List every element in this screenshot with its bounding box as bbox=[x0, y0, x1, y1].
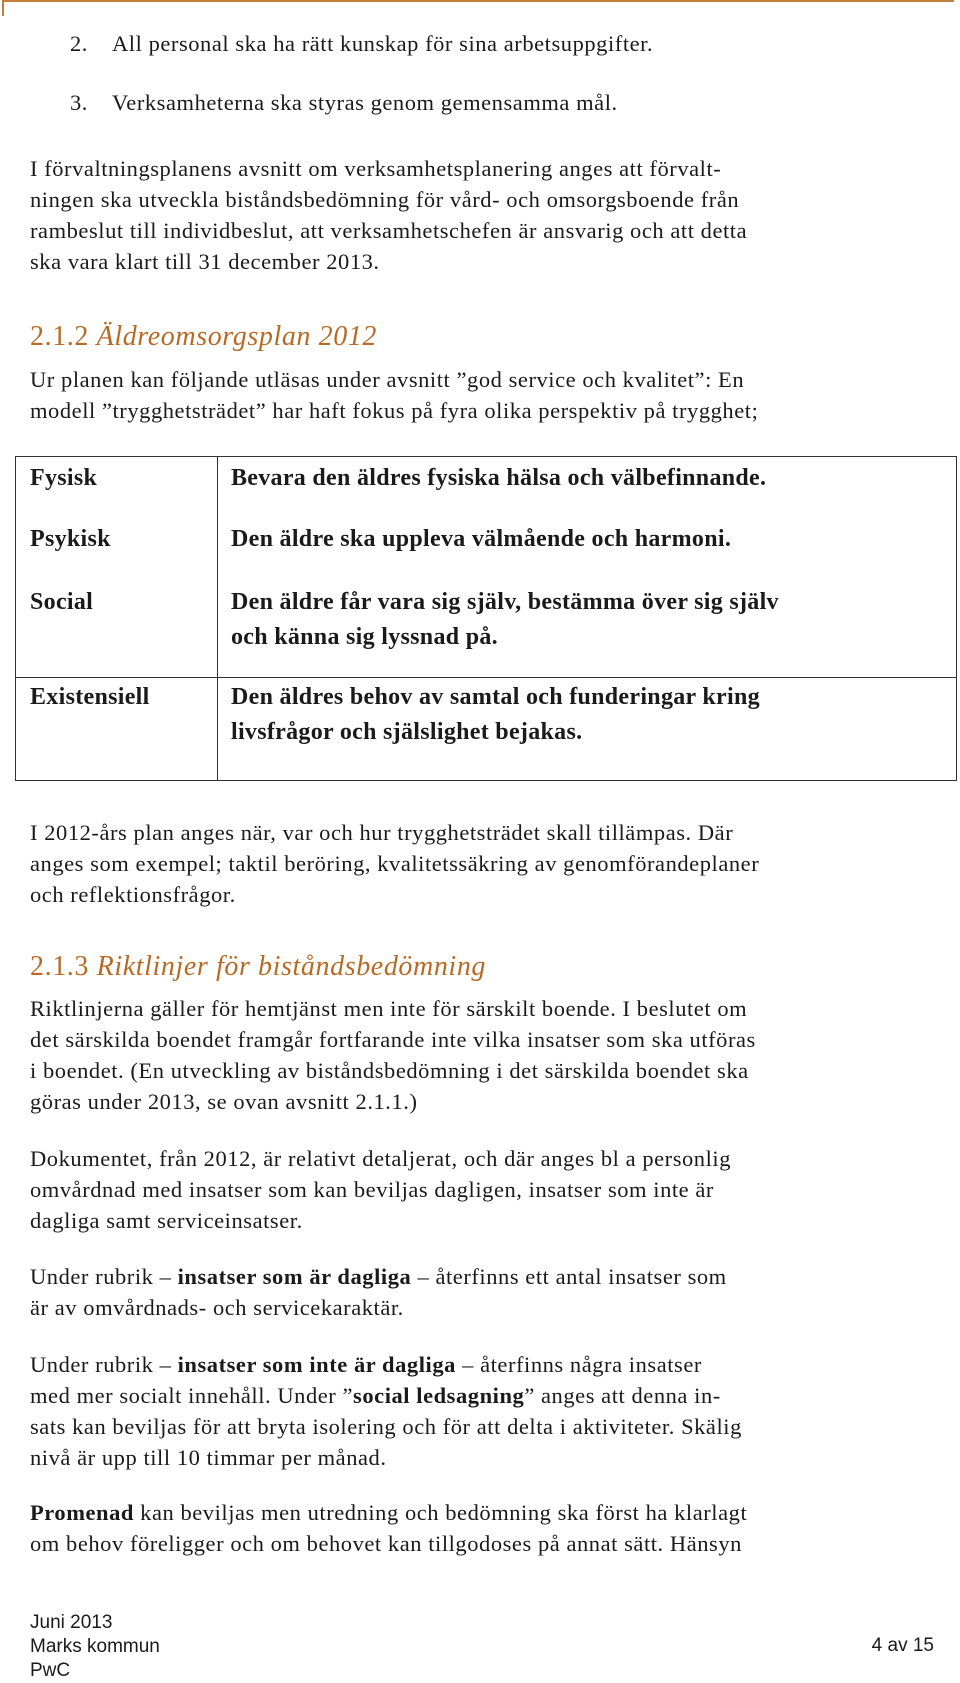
table-row bbox=[16, 457, 957, 521]
table-row bbox=[16, 678, 957, 781]
paragraph-dokumentet: Dokumentet, från 2012, är relativt detaljerat, och där anges bl a personlig omvårdnad med insatser som kan beviljas dagligen, insatser som inte är dagliga samt serviceinsatser. bbox=[30, 1146, 732, 1233]
paragraph-inte-dagliga: Under rubrik – insatser som inte är dagliga – återfinns några insatser med mer socialt innehåll. Under ”social ledsagning” anges att denna in- sats kan beviljas för att bryta isolering och för att delta i aktiviteter. Skälig nivå är upp till 10 timmar per månad. bbox=[30, 1352, 742, 1470]
perspective-label: Social bbox=[16, 583, 218, 678]
paragraph-promenad: Promenad kan beviljas men utredning och bedömning ska först ha klarlagt om behov föreligger och om behovet kan tillgodoses på annat sätt. Hänsyn bbox=[30, 1500, 748, 1556]
paragraph-aldreomsorgsplan: Ur planen kan följande utläsas under avsnitt ”god service och kvalitet”: En modell ”trygghetsträdet” har haft fokus på fyra olika perspektiv på trygghet; bbox=[30, 367, 759, 423]
footer-company: PwC bbox=[30, 1660, 71, 1681]
footer-org: Marks kommun bbox=[30, 1636, 160, 1657]
perspective-description: Den äldres behov av samtal och funderingar kring livsfrågor och själslighet bejakas. bbox=[218, 678, 957, 781]
section-heading-2-1-2: 2.1.2 Äldreomsorgsplan 2012 bbox=[30, 321, 378, 352]
page-number: 4 av 15 bbox=[871, 1635, 934, 1656]
paragraph-dagliga: Under rubrik – insatser som är dagliga – återfinns ett antal insatser som är av omvårdnads- och servicekaraktär. bbox=[30, 1264, 727, 1320]
section-heading-2-1-3: 2.1.3 Riktlinjer för biståndsbedömning bbox=[30, 951, 487, 982]
perspective-label: Psykisk bbox=[16, 520, 218, 583]
paragraph-plan-2012: I 2012-års plan anges när, var och hur trygghetsträdet skall tillämpas. Där anges som exempel; taktil beröring, kvalitetssäkring av genomförandeplaner och reflektionsfrågor. bbox=[30, 820, 760, 907]
perspective-description: Den äldre ska uppleva välmående och harmoni. bbox=[218, 520, 957, 583]
page-footer bbox=[30, 1611, 160, 1683]
list-item: 2. All personal ska ha rätt kunskap för sina arbetsuppgifter. bbox=[70, 31, 654, 56]
paragraph-riktlinjer: Riktlinjerna gäller för hemtjänst men inte för särskilt boende. I beslutet om det särskilda boendet framgår fortfarande inte vilka insatser som ska utföras i boendet. (En utveckling av biståndsbedömning i det särskilda boendet ska göras under 2013, se ovan avsnitt 2.1.1.) bbox=[30, 996, 756, 1114]
list-item: 3. Verksamheterna ska styras genom gemensamma mål. bbox=[70, 90, 618, 115]
trygghetstradet-table bbox=[15, 456, 957, 781]
table-row bbox=[16, 583, 957, 678]
footer-date: Juni 2013 bbox=[30, 1612, 113, 1633]
perspective-label: Fysisk bbox=[16, 457, 218, 521]
perspective-label: Existensiell bbox=[16, 678, 218, 781]
paragraph-forvaltningsplan: I förvaltningsplanens avsnitt om verksamhetsplanering anges att förvalt- ningen ska utveckla biståndsbedömning för vård- och omsorgsboende från rambeslut till individbeslut, att verksamhetschefen är ansvarig och att detta ska vara klart till 31 december 2013. bbox=[30, 156, 748, 274]
table-row bbox=[16, 520, 957, 583]
page-corner-mark bbox=[2, 0, 954, 16]
perspective-description: Bevara den äldres fysiska hälsa och välbefinnande. bbox=[218, 457, 957, 521]
perspective-description: Den äldre får vara sig själv, bestämma över sig själv och känna sig lyssnad på. bbox=[218, 583, 957, 678]
